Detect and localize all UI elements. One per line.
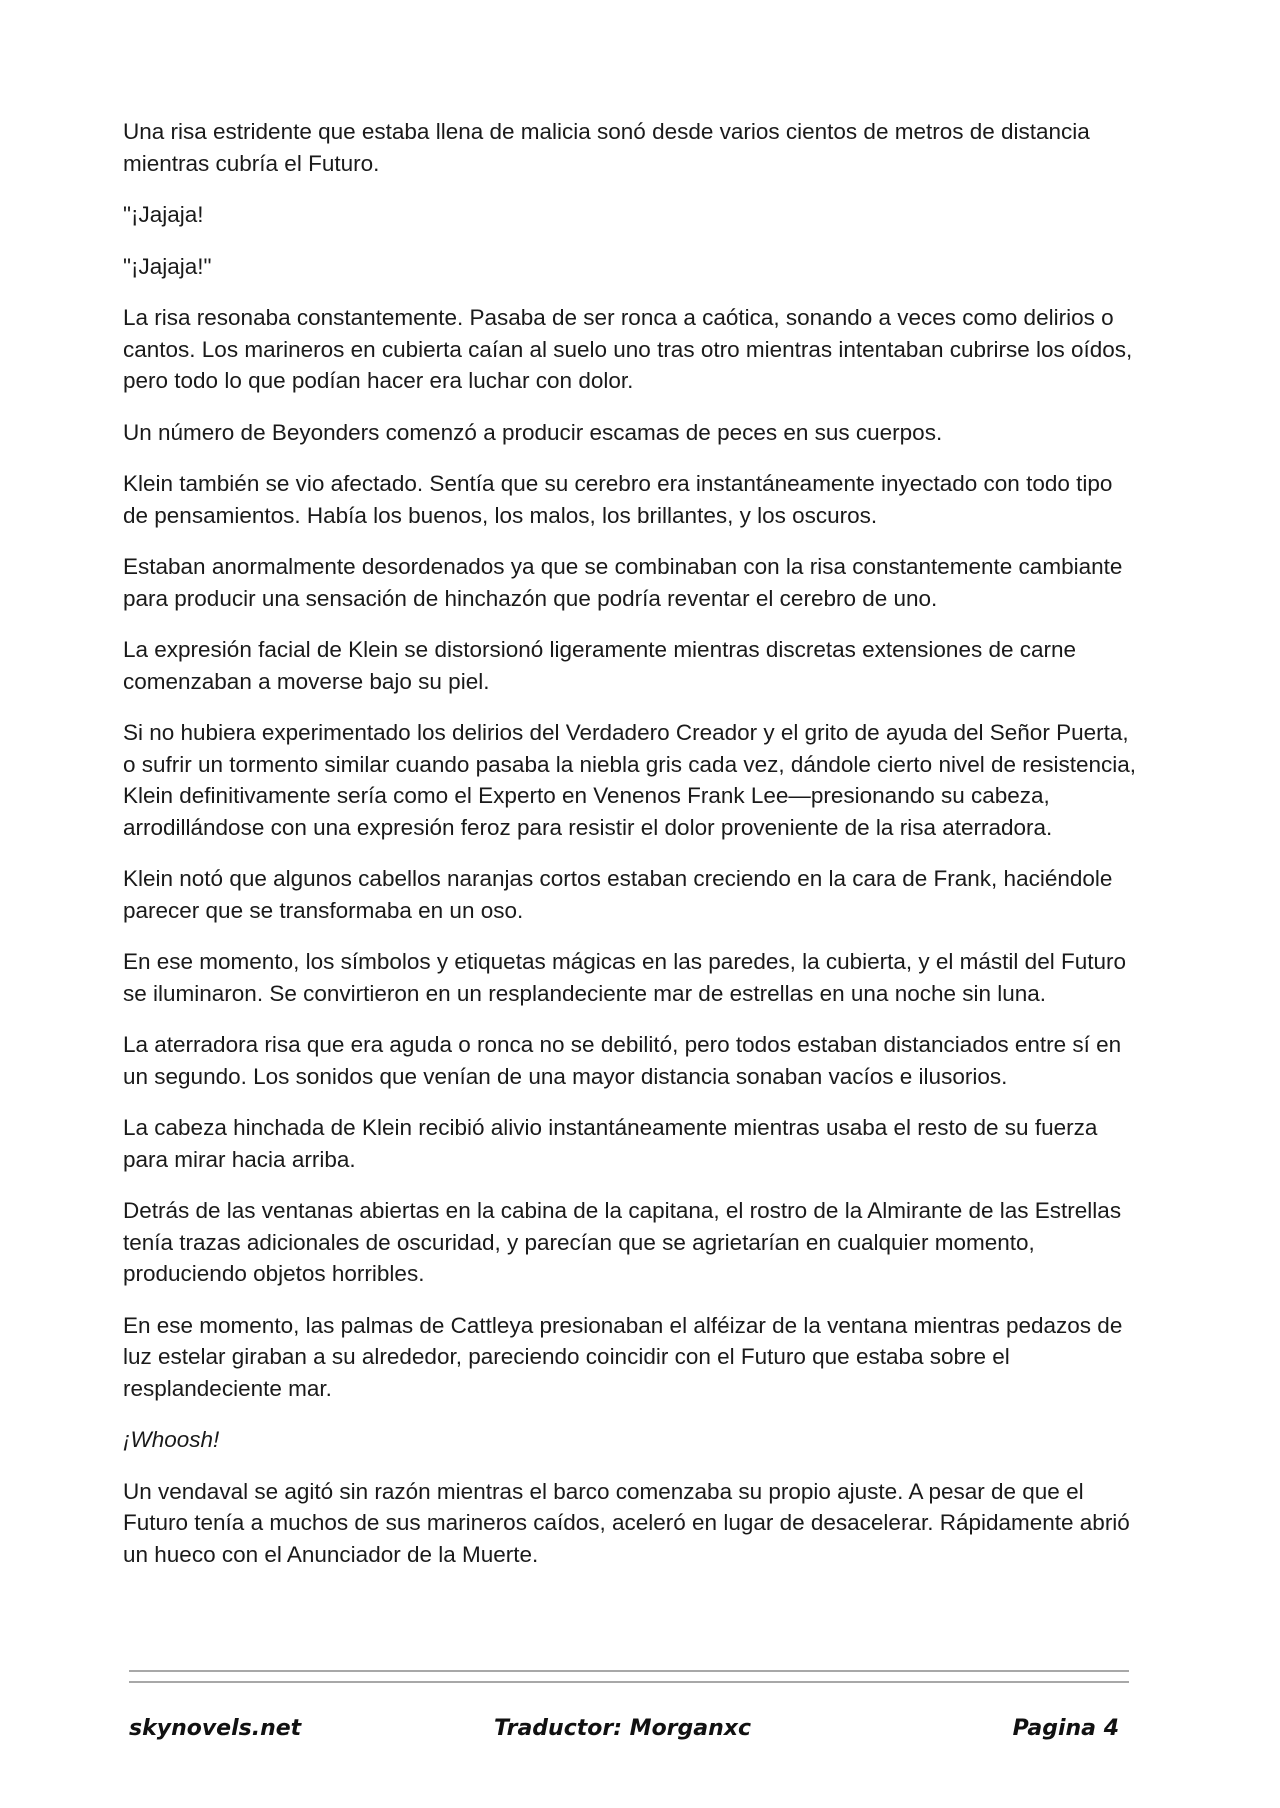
paragraph-17: Un vendaval se agitó sin razón mientras el barco comenzaba su propio ajuste. A pesar de que el Futuro tenía a muchos de sus marineros caídos, aceleró en lugar de desacelerar. Rápidamente abrió un hueco con el Anunciador de la Muerte. — [123, 1478, 1130, 1567]
paragraph-5: Un número de Beyonders comenzó a producir escamas de peces en sus cuerpos. — [123, 419, 943, 445]
paragraph-1: Una risa estridente que estaba llena de malicia sonó desde varios cientos de metros de distancia mientras cubría el Futuro. — [123, 119, 1090, 176]
paragraph-7: Estaban anormalmente desordenados ya que se combinaban con la risa constantemente cambiante para producir una sensación de hinchazón que podría reventar el cerebro de uno. — [123, 554, 1123, 611]
footer-divider-bottom — [129, 1681, 1129, 1683]
paragraph-9: Si no hubiera experimentado los delirios del Verdadero Creador y el grito de ayuda del Señor Puerta, o sufrir un tormento similar cuando pasaba la niebla gris cada vez, dándole cierto nivel de resistencia, Klein definitivamente sería como el Experto en Venenos Frank Lee—presionando su cabeza, arrodillándose con una expresión feroz para resistir el dolor proveniente de la risa aterradora. — [123, 720, 1137, 840]
footer-translator: Traductor: Morganxc — [494, 1716, 752, 1741]
page-body — [123, 116, 1143, 1590]
paragraph-3: "¡Jajaja!" — [123, 253, 212, 279]
page-footer — [129, 1716, 1129, 1748]
paragraph-14: Detrás de las ventanas abiertas en la cabina de la capitana, el rostro de la Almirante de las Estrellas tenía trazas adicionales de oscuridad, y parecían que se agrietarían en cualquier momento, produciendo objetos horribles. — [123, 1198, 1122, 1286]
footer-divider-top — [129, 1670, 1129, 1672]
paragraph-12: La aterradora risa que era aguda o ronca no se debilitó, pero todos estaban distanciados entre sí en un segundo. Los sonidos que venían de una mayor distancia sonaban vacíos e ilusorios. — [123, 1032, 1122, 1089]
footer-site: skynovels.net — [129, 1716, 302, 1741]
paragraph-8: La expresión facial de Klein se distorsionó ligeramente mientras discretas extensiones de carne comenzaban a moverse bajo su piel. — [123, 637, 1077, 694]
paragraph-11: En ese momento, los símbolos y etiquetas mágicas en las paredes, la cubierta, y el mástil del Futuro se iluminaron. Se convirtieron en un resplandeciente mar de estrellas en una noche sin luna. — [123, 949, 1126, 1006]
paragraph-13: La cabeza hinchada de Klein recibió alivio instantáneamente mientras usaba el resto de su fuerza para mirar hacia arriba. — [123, 1115, 1098, 1172]
paragraph-6: Klein también se vio afectado. Sentía que su cerebro era instantáneamente inyectado con todo tipo de pensamientos. Había los buenos, los malos, los brillantes, y los oscuros. — [123, 471, 1113, 528]
paragraph-15: En ese momento, las palmas de Cattleya presionaban el alféizar de la ventana mientras pedazos de luz estelar giraban a su alrededor, pareciendo coincidir con el Futuro que estaba sobre el resplandeciente mar. — [123, 1312, 1123, 1401]
footer-page-number: Pagina 4 — [1012, 1716, 1119, 1741]
paragraph-16: ¡Whoosh! — [123, 1427, 220, 1452]
paragraph-4: La risa resonaba constantemente. Pasaba de ser ronca a caótica, sonando a veces como delirios o cantos. Los marineros en cubierta caían al suelo uno tras otro mientras intentaban cubrirse los oídos, pero todo lo que podían hacer era luchar con dolor. — [123, 305, 1133, 393]
paragraph-10: Klein notó que algunos cabellos naranjas cortos estaban creciendo en la cara de Frank, haciéndole parecer que se transformaba en un oso. — [123, 866, 1113, 923]
paragraph-2: "¡Jajaja! — [123, 202, 204, 227]
